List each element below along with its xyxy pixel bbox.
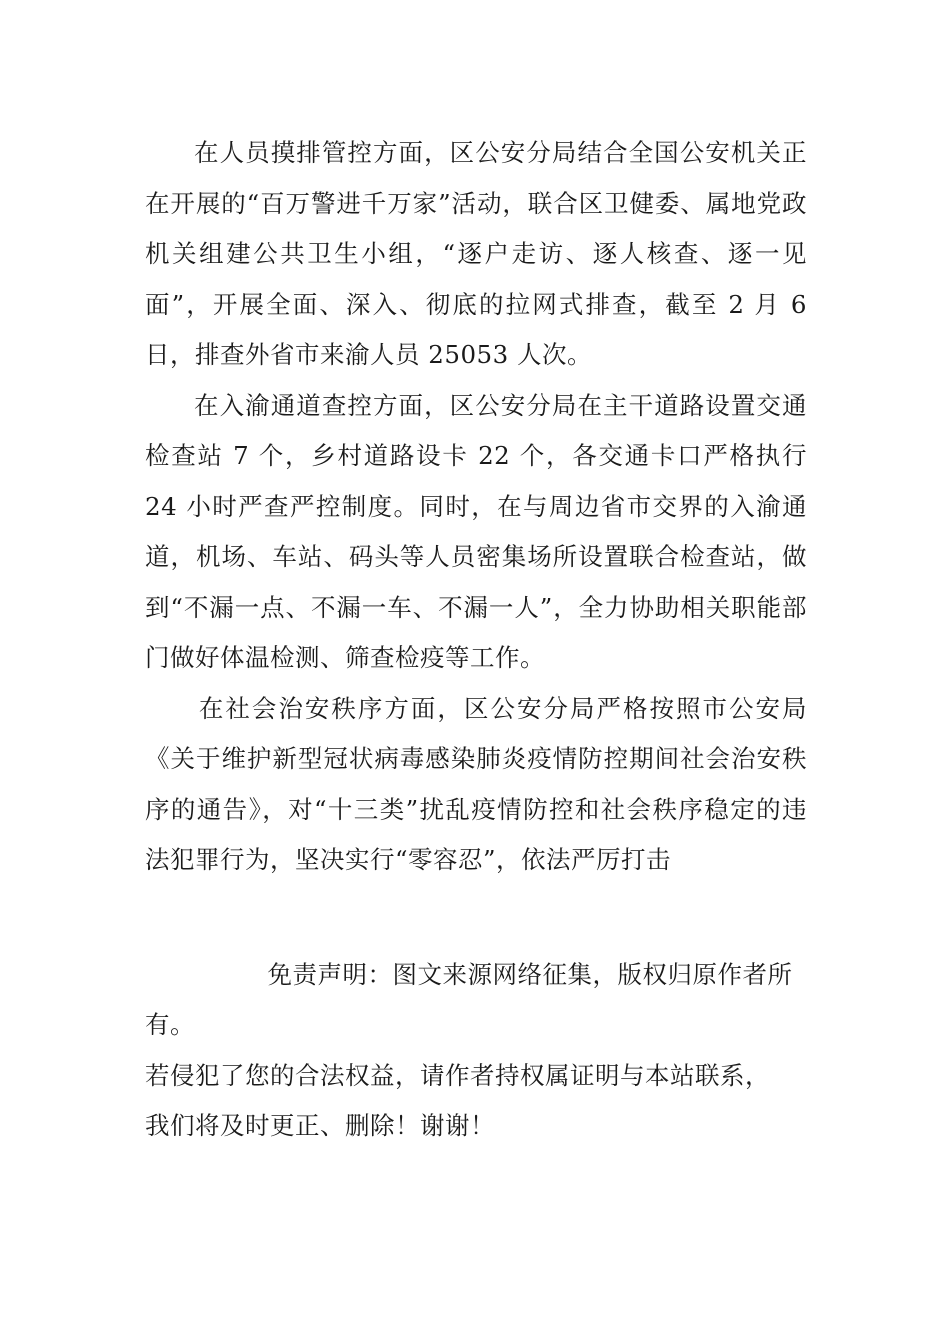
paragraph-entry-checkpoints: 在入渝通道查控方面，区公安分局在主干道路设置交通检查站 7 个，乡村道路设卡 22 个，各交通卡口严格执行 24 小时严查严控制度。同时，在与周边省市交界的入渝通道，机场、车站、码头等人员密集场所设置联合检查站，做到“不漏一点、不漏一车、不漏一人”，全力协助相关职能部门做好体温检测、筛查检疫等工作。 xyxy=(145,390,807,672)
document-page xyxy=(145,128,807,1152)
disclaimer-line-3: 我们将及时更正、删除！谢谢！ xyxy=(145,1111,495,1140)
disclaimer xyxy=(145,950,807,1152)
paragraph-personnel-screening: 在人员摸排管控方面，区公安分局结合全国公安机关正在开展的“百万警进千万家”活动，联合区卫健委、属地党政机关组建公共卫生小组，“逐户走访、逐人核查、逐一见面”，开展全面、深入、彻底的拉网式排查，截至 2 月 6 日，排查外省市来渝人员 25053 人次。 xyxy=(145,138,807,369)
disclaimer-line-1: 免责声明：图文来源网络征集，版权归原作者所有。 xyxy=(145,959,793,1039)
paragraph-public-order: 在社会治安秩序方面，区公安分局严格按照市公安局《关于维护新型冠状病毒感染肺炎疫情防控期间社会治安秩序的通告》，对“十三类”扰乱疫情防控和社会秩序稳定的违法犯罪行为，坚决实行“零容忍”，依法严厉打击 xyxy=(145,693,807,874)
disclaimer-line-2: 若侵犯了您的合法权益，请作者持权属证明与本站联系， xyxy=(145,1060,770,1090)
